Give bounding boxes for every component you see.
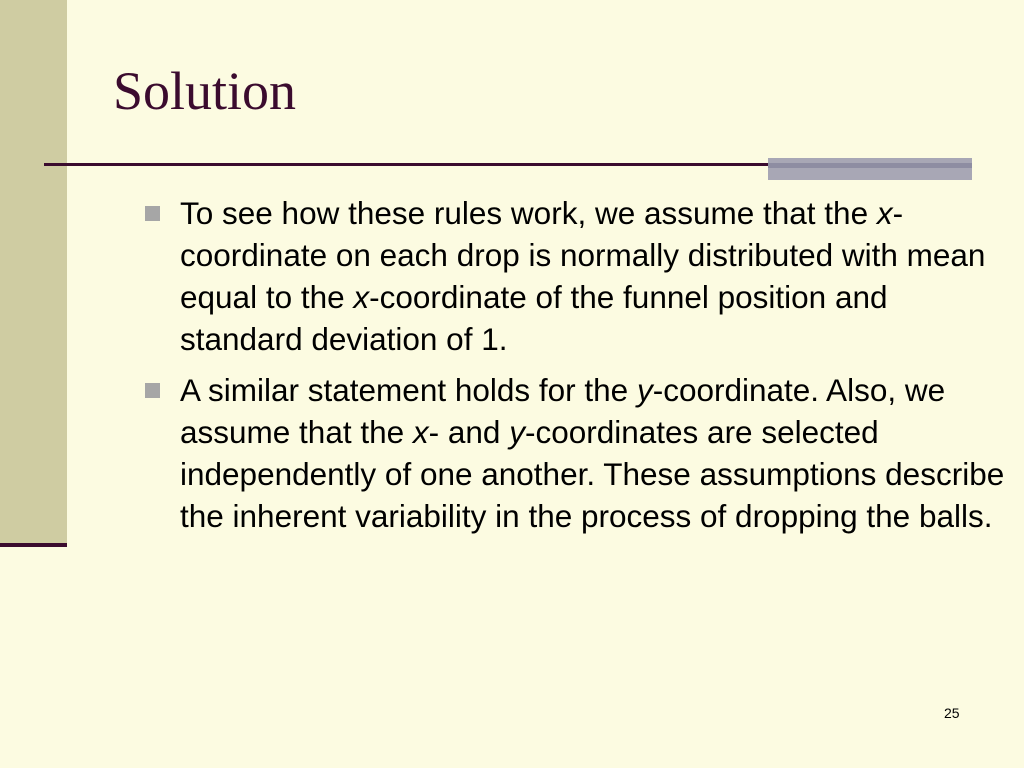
bullet-text-segment: To see how these rules work, we assume that the	[180, 195, 877, 231]
square-bullet-icon	[145, 383, 160, 398]
bullet-list	[145, 192, 1007, 546]
bullet-text-segment: A similar statement holds for the	[180, 372, 637, 408]
bullet-text-segment: -coordinate on each drop is normally distributed with mean equal to the	[180, 195, 986, 315]
square-bullet-icon	[145, 206, 160, 221]
title-divider-block	[768, 158, 972, 180]
bullet-item	[145, 369, 1007, 537]
bullet-text-segment: -coordinate of the funnel position and standard deviation of 1.	[180, 279, 888, 357]
slide-number: 25	[944, 705, 960, 721]
title-divider-block-line	[768, 163, 972, 168]
bullet-text	[180, 195, 985, 357]
italic-variable: x	[876, 195, 893, 231]
slide-title: Solution	[113, 61, 297, 121]
italic-variable: y	[636, 372, 653, 408]
left-band-accent-line	[0, 543, 67, 547]
bullet-text	[180, 372, 1004, 534]
italic-variable: x	[353, 279, 370, 315]
italic-variable: y	[509, 414, 525, 450]
bullet-text-segment: - and	[428, 414, 510, 450]
bullet-text-segment: -coordinates are selected independently of one another. These assumptions describe the inherent variability in the process of dropping the balls.	[180, 414, 1005, 534]
italic-variable: x	[412, 414, 429, 450]
left-decorative-band	[0, 0, 67, 545]
bullet-text-segment: -coordinate. Also, we assume that the	[180, 372, 946, 450]
bullet-item	[145, 192, 1007, 360]
